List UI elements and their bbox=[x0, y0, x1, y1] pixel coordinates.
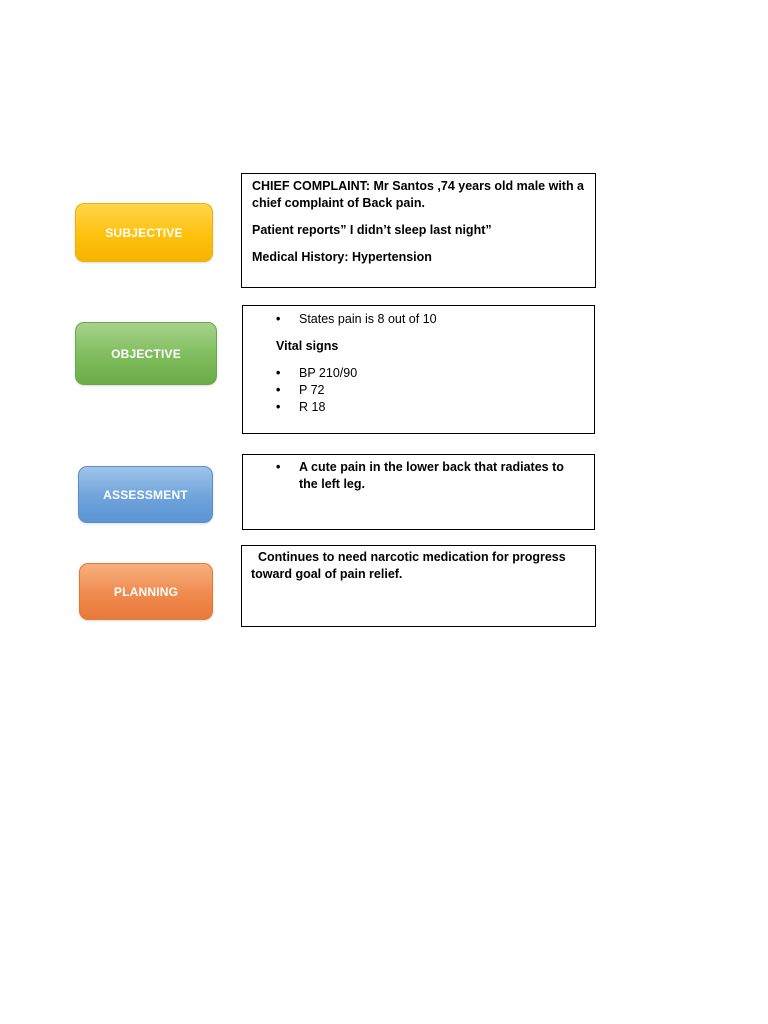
planning-text: Continues to need narcotic medication for progress toward goal of pain relief. bbox=[251, 550, 566, 581]
planning-text-box bbox=[241, 545, 596, 627]
medical-history-text: Medical History: Hypertension bbox=[252, 250, 432, 264]
planning-label-text: PLANNING bbox=[113, 584, 179, 599]
subjective-text-box bbox=[241, 173, 596, 288]
subjective-label-text: SUBJECTIVE bbox=[105, 225, 183, 240]
pain-statement-item: • States pain is 8 out of 10 bbox=[253, 311, 584, 328]
assessment-list bbox=[253, 459, 584, 493]
vitals-list bbox=[253, 365, 584, 416]
vital-resp-item: • R 18 bbox=[253, 399, 584, 416]
chief-complaint-text: CHIEF COMPLAINT: Mr Santos ,74 years old male with a chief complaint of Back pain. bbox=[252, 179, 585, 210]
objective-label-text: OBJECTIVE bbox=[111, 346, 181, 361]
objective-label bbox=[75, 322, 217, 385]
vital-pulse-item: • P 72 bbox=[253, 382, 584, 399]
patient-reports-text: Patient reports” I didn’t sleep last night” bbox=[252, 223, 492, 237]
assessment-text-box bbox=[242, 454, 595, 530]
planning-label bbox=[79, 563, 213, 620]
subjective-label bbox=[75, 203, 213, 262]
vital-signs-heading: Vital signs bbox=[276, 339, 339, 353]
assessment-label-text: ASSESSMENT bbox=[103, 487, 188, 502]
objective-text-box bbox=[242, 305, 595, 434]
assessment-label bbox=[78, 466, 213, 523]
vital-bp-item: • BP 210/90 bbox=[253, 365, 584, 382]
pain-list bbox=[253, 311, 584, 328]
assessment-item: • A cute pain in the lower back that radiates to the left leg. bbox=[253, 459, 584, 493]
